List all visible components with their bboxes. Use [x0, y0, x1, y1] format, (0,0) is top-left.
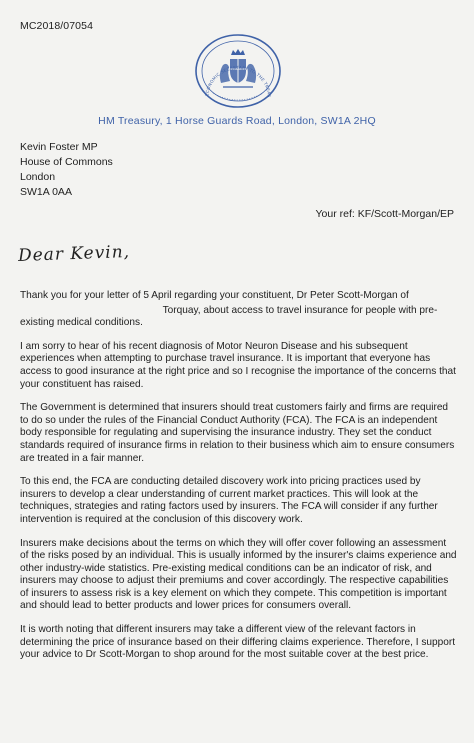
paragraph-1-part-b: Torquay, about access to travel insurance for people with pre-existing medical conditions.: [20, 304, 438, 329]
recipient-name: Kevin Foster MP: [20, 141, 98, 153]
paragraph-1-part-a: Thank you for your letter of 5 April regarding your constituent, Dr Peter Scott-Morgan of: [20, 290, 409, 301]
treasury-crest-icon: [193, 33, 283, 109]
recipient-postcode: SW1A 0AA: [20, 186, 72, 198]
paragraph-6: It is worth noting that different insurers may take a different view of the relevant factors in determining the price of insurance based on their differing claims experience. Therefore, I support your advice to Dr Scott-Morgan to shop around for the most suitable cover at the best price.: [20, 624, 456, 661]
paragraph-2: I am sorry to hear of his recent diagnosis of Motor Neuron Disease and his subsequent experiences when attempting to purchase travel insurance. It is important that everyone has access to good insurance at the right price and so I recognise the importance of the concerns that your constituent has raised.: [20, 340, 456, 390]
paragraph-3: The Government is determined that insurers should treat customers fairly and firms are required to do so under the rules of the Financial Conduct Authority (FCA). The FCA is an independent body responsible for regulating and supervising the insurance industry. They set the conduct standards required of insurance firms in relation to their business which aim to ensure consumers are treated in a fair manner.: [20, 402, 455, 464]
redacted-address: [20, 303, 160, 313]
crest-ring-text: ECONOMIC SECRETARY TO THE TREAS: [204, 64, 272, 98]
your-reference: Your ref: KF/Scott-Morgan/EP: [315, 208, 454, 220]
recipient-line-3: London: [20, 171, 56, 183]
handwritten-salutation: Dear Kevin,: [17, 242, 131, 266]
sender-address: HM Treasury, 1 Horse Guards Road, London, SW1A 2HQ: [98, 115, 376, 127]
paragraph-1: [20, 290, 457, 330]
recipient-address: [20, 140, 113, 200]
reference-number: MC2018/07054: [20, 20, 94, 32]
letter-body: [20, 290, 457, 673]
paragraph-4: To this end, the FCA are conducting detailed discovery work into pricing practices used by insurers to develop a clear understanding of current market practices. This will look at the techniques, strategies and rating factors used by insurers. The FCA will consider if any further intervention is required at the conclusion of this discovery work.: [20, 476, 438, 525]
paragraph-5: Insurers make decisions about the terms on which they will offer cover following an assessment of the risks posed by an individual. This is usually informed by the insurer's claims experience and other industry-wide statistics. Pre-existing medical conditions can be an indicator of risk, and insurers may choose to adjust their premiums and cover accordingly. The respective capabilities of insurers to assess risk is a key element on which they compete. This competition is important and should lead to better products and lower prices for consumers overall.: [20, 537, 457, 612]
recipient-line-2: House of Commons: [20, 156, 113, 168]
